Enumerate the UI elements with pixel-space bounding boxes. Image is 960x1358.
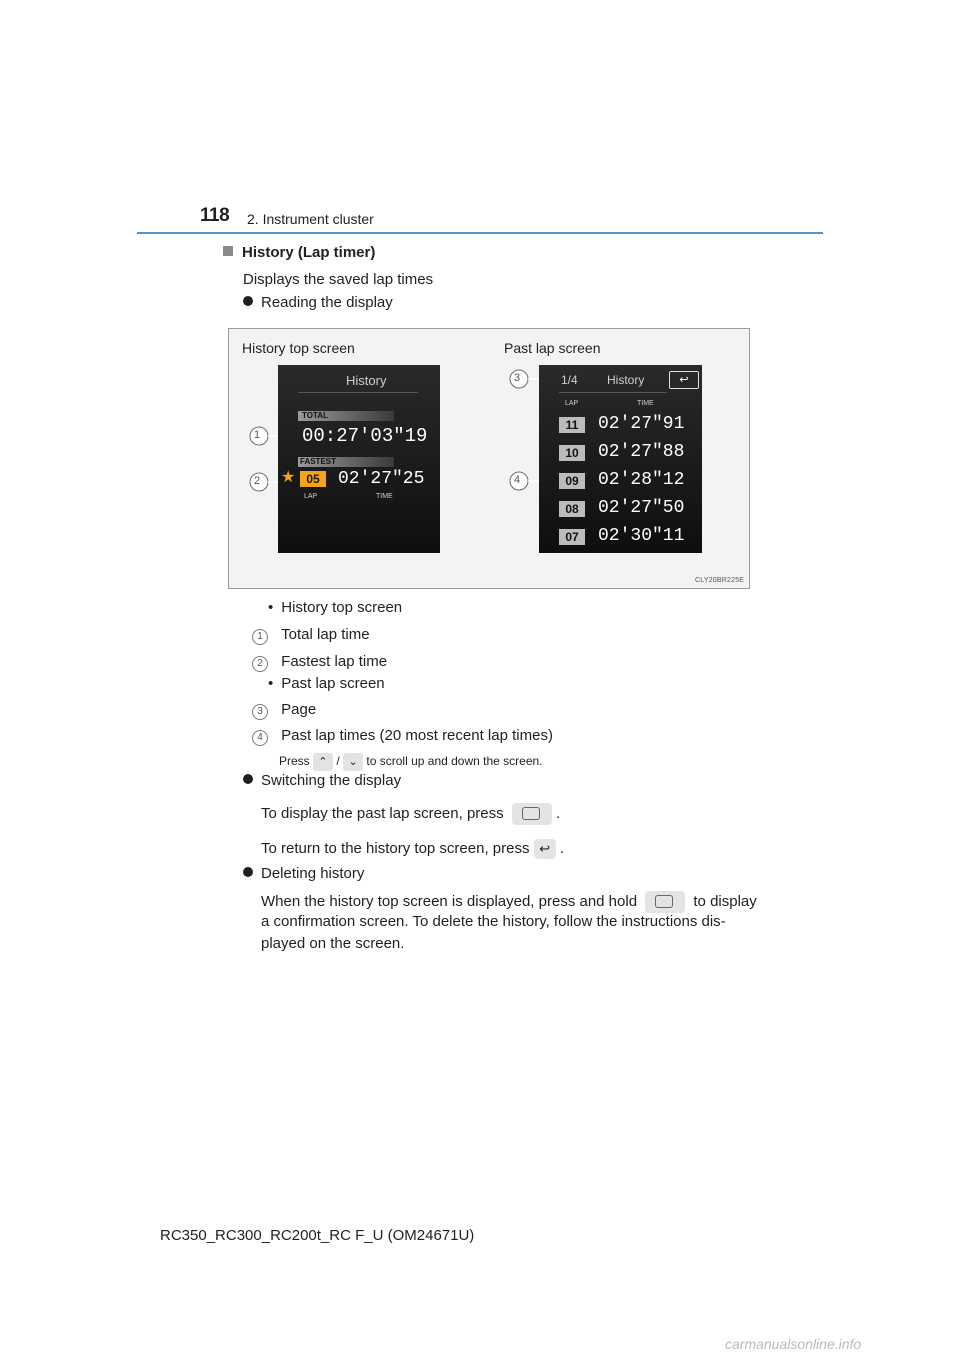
scroll-note: Press ⌃ / ⌄ to scroll up and down the screen. [279, 753, 543, 771]
section-title: 2. Instrument cluster [247, 211, 374, 227]
past-title: History [607, 373, 645, 387]
history-title: History [346, 373, 387, 388]
switching-title: Switching the display [243, 772, 401, 789]
figure [228, 328, 750, 589]
bullet-icon [243, 867, 253, 877]
back-button-icon: ↩ [534, 839, 556, 859]
switching-line-2: To return to the history top screen, press ↩ . [261, 839, 564, 859]
lap-badge: 09 [559, 473, 585, 489]
footer-model: RC350_RC300_RC200t_RC F_U (OM24671U) [160, 1227, 475, 1244]
square-bullet-icon [223, 246, 233, 256]
page-number: 118 [200, 205, 230, 226]
display-button-icon [512, 803, 552, 825]
legend-past-lap: • Past lap screen [268, 675, 385, 692]
callout-3: 3 [514, 372, 521, 384]
bullet-icon [243, 774, 253, 784]
legend-item-1: 1 Total lap time [252, 626, 370, 645]
lap-time: 02′27″91 [598, 414, 685, 434]
page-indicator: 1/4 [561, 373, 578, 387]
reading-title: Reading the display [243, 294, 393, 311]
legend-history-top: • History top screen [268, 599, 403, 616]
lap-time: 02′27″50 [598, 498, 685, 518]
lap-badge: 07 [559, 529, 585, 545]
figure-right-label: Past lap screen [504, 340, 601, 356]
past-col-lap: LAP [565, 400, 579, 407]
lap-time: 02′28″12 [598, 470, 685, 490]
lap-time: 02′27″88 [598, 442, 685, 462]
display-button-icon [645, 891, 685, 913]
fastest-lap-badge: 05 [300, 471, 326, 487]
deleting-line-2: a confirmation screen. To delete the history, follow the instructions dis- [261, 913, 726, 930]
past-title-divider [559, 392, 667, 393]
title-divider [298, 392, 418, 393]
section-heading: History (Lap timer) [223, 244, 375, 261]
legend-item-4: 4 Past lap times (20 most recent lap times) [252, 727, 553, 746]
deleting-title: Deleting history [243, 865, 364, 882]
figure-left-label: History top screen [242, 340, 355, 356]
callout-4: 4 [514, 474, 521, 486]
back-icon: ↩ [669, 371, 699, 389]
callout-1: 1 [254, 429, 261, 441]
bullet-icon [243, 296, 253, 306]
callout-number: 2 [252, 656, 268, 672]
lap-badge: 11 [559, 417, 585, 433]
callout-2: 2 [254, 475, 261, 487]
col-time-label: TIME [376, 493, 393, 500]
callout-number: 3 [252, 704, 268, 720]
deleting-line-3: played on the screen. [261, 935, 405, 952]
switching-line-1: To display the past lap screen, press . [261, 803, 560, 825]
past-col-time: TIME [637, 400, 654, 407]
fastest-label: FASTEST [300, 457, 337, 466]
lap-badge: 08 [559, 501, 585, 517]
dot-bullet-icon: • [268, 675, 274, 692]
past-lap-screen [539, 365, 702, 553]
up-arrow-icon: ⌃ [313, 753, 333, 771]
col-lap-label: LAP [304, 493, 318, 500]
figure-code: CLY20BR225E [695, 577, 745, 584]
callout-number: 4 [252, 730, 268, 746]
legend-item-2: 2 Fastest lap time [252, 653, 387, 672]
deleting-line-1: When the history top screen is displayed, press and hold to display [261, 891, 747, 913]
total-time: 00:27′03″19 [302, 425, 428, 447]
lap-badge: 10 [559, 445, 585, 461]
lap-time: 02′30″11 [598, 526, 685, 546]
legend-item-3: 3 Page [252, 701, 316, 720]
history-top-screen [278, 365, 440, 553]
intro-text: Displays the saved lap times [243, 271, 434, 288]
star-icon: ★ [281, 469, 296, 486]
fastest-time: 02′27″25 [338, 469, 425, 489]
dot-bullet-icon: • [268, 599, 274, 616]
watermark: carmanualsonline.info [725, 1336, 862, 1352]
down-arrow-icon: ⌄ [343, 753, 363, 771]
total-label: TOTAL [302, 411, 328, 420]
callout-number: 1 [252, 629, 268, 645]
header-rule [137, 232, 823, 234]
